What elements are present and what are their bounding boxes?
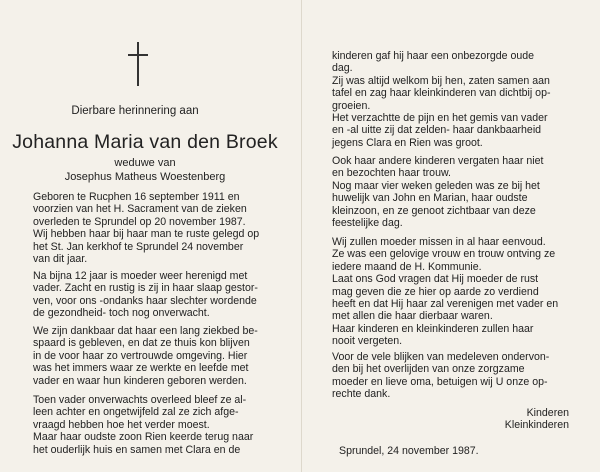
- right-paragraph-thanks: Voor de vele blijken van medeleven ondervon- den bij het overlijden van onze zorgzame moeder en lieve oma, betuigen wij U onze op- rechte dank.: [332, 351, 550, 401]
- fold-line: [301, 0, 302, 472]
- left-paragraph-birth: Geboren te Rucphen 16 september 1911 en voorzien van het H. Sacrament van de zieken overleden te Sprundel op 20 november 1987. Wij hebben haar bij haar man te ruste gelegd op het St. Jan kerkhof te Sprundel 24 november van dit jaar.: [33, 191, 260, 266]
- right-paragraph-visits: Ook haar andere kinderen vergaten haar niet en bezochten haar trouw. Nog maar vier weken geleden was ze bij het huwelijk van John en Marian, haar oudste kleinzoon, en ze genoot zichtbaar van deze feestelijke dag.: [332, 155, 544, 230]
- right-paragraph-welcome: kinderen gaf hij haar een onbezorgde oude dag. Zij was altijd welkom bij hen, zaten samen aan tafel en zag haar kleinkinderen van dichtbij op- groeien. Het verzachtte de pijn en het gemis van vader en -al uitte zij dat zelden- haar dankbaarheid jegens Clara en Rien was groot.: [332, 50, 551, 149]
- signature: Kinderen Kleinkinderen: [504, 407, 569, 432]
- left-paragraph-son: Toen vader onverwachts overleed bleef ze al- leen achter en ongetwijfeld zal ze zich afge- vraagd hebben hoe het verder moest. Maar haar oudste zoon Rien keerde terug naar het ouderlijk huis en samen met Clara en de: [33, 394, 254, 456]
- left-paragraph-passing: Na bijna 12 jaar is moeder weer herenigd met vader. Zacht en rustig is zij in haar slaap gestor- ven, voor ons -ondanks haar slechter wordende de gezondheid- toch nog onverwacht.: [33, 270, 258, 320]
- place-date: Sprundel, 24 november 1987.: [339, 445, 479, 457]
- deceased-name: Johanna Maria van den Broek: [12, 131, 278, 153]
- widow-of-label: weduwe van: [114, 157, 176, 169]
- spouse-name: Josephus Matheus Woestenberg: [64, 171, 226, 183]
- left-paragraph-gratitude: We zijn dankbaar dat haar een lang ziekbed be- spaard is gebleven, en dat ze thuis kon blijven in de voor haar zo vertrouwde omgeving. Hier was het immers waar ze werkte en leefde met vader en waar hun kinderen geboren werden.: [33, 325, 258, 387]
- cross-icon: [126, 42, 150, 86]
- intro-text: Dierbare herinnering aan: [71, 105, 199, 117]
- right-paragraph-faith: Wij zullen moeder missen in al haar eenvoud. Ze was een gelovige vrouw en trouw ontving ze iedere maand de H. Kommunie. Laat ons God vragen dat Hij moeder de rust mag geven die ze hier op aarde zo verdiend heeft en dat Hij haar zal verenigen met vader en met allen die haar dierbaar waren. Haar kinderen en kleinkinderen zullen haar nooit vergeten.: [332, 236, 559, 348]
